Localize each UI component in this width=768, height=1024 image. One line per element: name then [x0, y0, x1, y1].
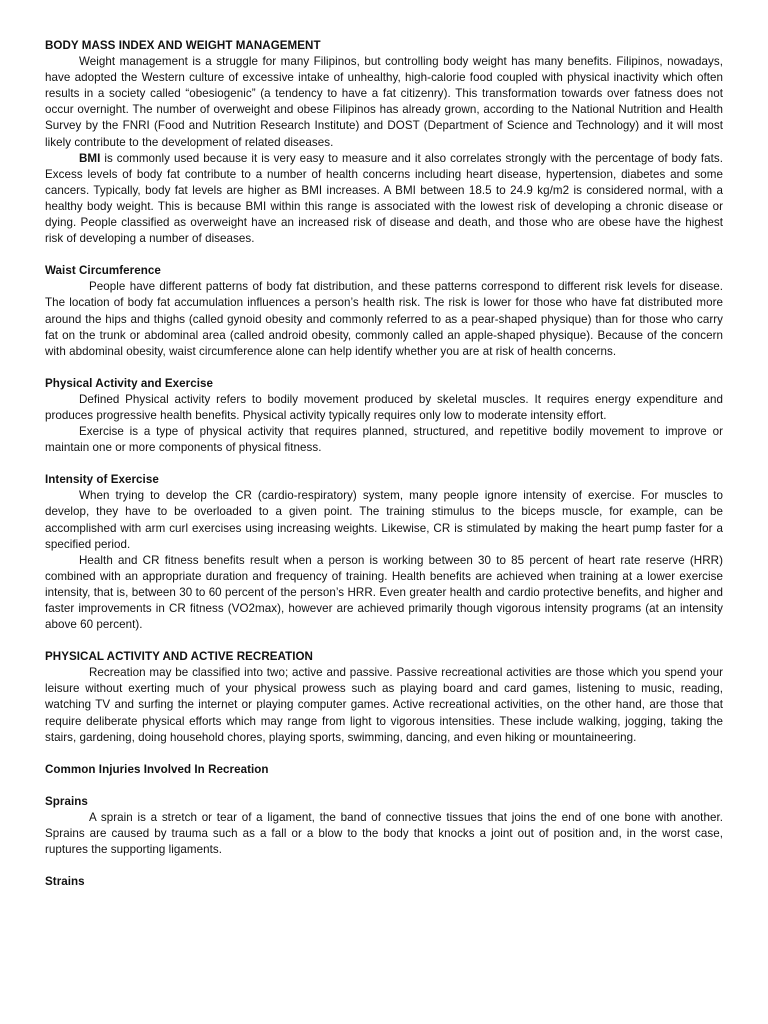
- spacer: [45, 746, 723, 762]
- spacer: [45, 247, 723, 263]
- intensity-paragraph-2: Health and CR fitness benefits result when a person is working between 30 to 85 percent of heart rate reserve (HRR) combined with an appropriate duration and frequency of training. Health benefits are achieved when training at a lower exercise intensity, that is, between 30 to 60 percent of the person’s HRR. Even greater health and cardio protective benefits, and higher and faster improvements in CR fitness (VO2max), however are achieved primarily though vigorous intensity programs (at an intensity above 60 percent).: [45, 553, 723, 632]
- spacer: [45, 778, 723, 794]
- spacer: [45, 360, 723, 376]
- bmi-paragraph-2-text: is commonly used because it is very easy to measure and it also correlates strongly with the percentage of body fats. Excess levels of body fat contribute to a number of health concerns including heart disease, hypertension, diabetes and some cancers. Typically, body fat levels are higher as BMI increases. A BMI between 18.5 to 24.9 kg/m2 is considered normal, with a healthy body weight. This is because BMI within this range is associated with the lowest risk of developing a chronic disease or dying. People classified as overweight have an increased risk of disease and death, and those who are obese have the highest risk of developing a number of diseases.: [45, 151, 723, 246]
- recreation-paragraph-1: Recreation may be classified into two; active and passive. Passive recreational activities are those which you spend your leisure without exerting much of your physical prowess such as playing board and card games, listening to music, reading, watching TV and surfing the internet or playing computer games. Active recreational activities, on the other hand, are those that require deliberate physical efforts which may range from light to vigorous intensities. These include walking, jogging, taking the stairs, gardening, doing household chores, playing sports, swimming, dancing, and even hiking or mountaineering.: [45, 666, 723, 744]
- sprains-heading: Sprains: [45, 794, 88, 808]
- strains-heading: Strains: [45, 875, 85, 889]
- intensity-paragraph-1: When trying to develop the CR (cardio-respiratory) system, many people ignore intensity of exercise. For muscles to develop, they have to be overloaded to a given point. The training stimulus to the biceps muscle, for example, can be accomplished with arm curl exercises using increasing weights. Likewise, CR is stimulated by making the heart pump faster for a specified period.: [45, 489, 723, 551]
- bmi-paragraph-1: Weight management is a struggle for many Filipinos, but controlling body weight has many benefits. Filipinos, nowadays, have adopted the Western culture of excessive intake of unhealthy, high-calorie food coupled with physical inactivity which often results in a society called “obesiogenic” (a tendency to have a fat citizenry). This transformation towards over fatness does not occur overnight. The number of overweight and obese Filipinos has already grown, according to the National Nutrition and Health Survey by the FNRI (Food and Nutrition Research Institute) and DOST (Department of Science and Technology) and it will most likely contribute to the development of related diseases.: [45, 55, 723, 149]
- spacer: [45, 633, 723, 649]
- bmi-heading: BODY MASS INDEX AND WEIGHT MANAGEMENT: [45, 39, 321, 52]
- recreation-heading: PHYSICAL ACTIVITY AND ACTIVE RECREATION: [45, 650, 313, 664]
- intensity-heading: Intensity of Exercise: [45, 473, 159, 487]
- spacer: [45, 858, 723, 874]
- bmi-term: BMI: [79, 151, 101, 165]
- activity-heading: Physical Activity and Exercise: [45, 376, 213, 390]
- activity-paragraph-2: Exercise is a type of physical activity that requires planned, structured, and repetitive bodily movement to improve or maintain one or more components of physical fitness.: [45, 425, 723, 455]
- spacer: [45, 456, 723, 472]
- bmi-paragraph-2: [45, 151, 723, 248]
- injuries-heading: Common Injuries Involved In Recreation: [45, 762, 269, 776]
- waist-heading: Waist Circumference: [45, 264, 161, 278]
- sprains-paragraph-1: A sprain is a stretch or tear of a ligament, the band of connective tissues that joins the end of one bone with another. Sprains are caused by trauma such as a fall or a blow to the body that knocks a joint out of position and, in the worst case, ruptures the supporting ligaments.: [45, 810, 723, 857]
- document-page: [45, 38, 723, 890]
- activity-paragraph-1: Defined Physical activity refers to bodily movement produced by skeletal muscles. It requires energy expenditure and produces progressive health benefits. Physical activity typically requires only low to moderate intensity effort.: [45, 392, 723, 422]
- waist-paragraph-1: People have different patterns of body fat distribution, and these patterns correspond to different risk levels for disease. The location of body fat accumulation influences a person’s health risk. The risk is lower for those who have fat distributed more around the hips and thighs (called gynoid obesity and commonly referred to as a pear-shaped physique) than for those who carry fat on the trunk or abdominal area (called android obesity, commonly called an apple-shaped physique). Because of the concern with abdominal obesity, waist circumference alone can help identify whether you are at risk of health concerns.: [45, 280, 723, 358]
